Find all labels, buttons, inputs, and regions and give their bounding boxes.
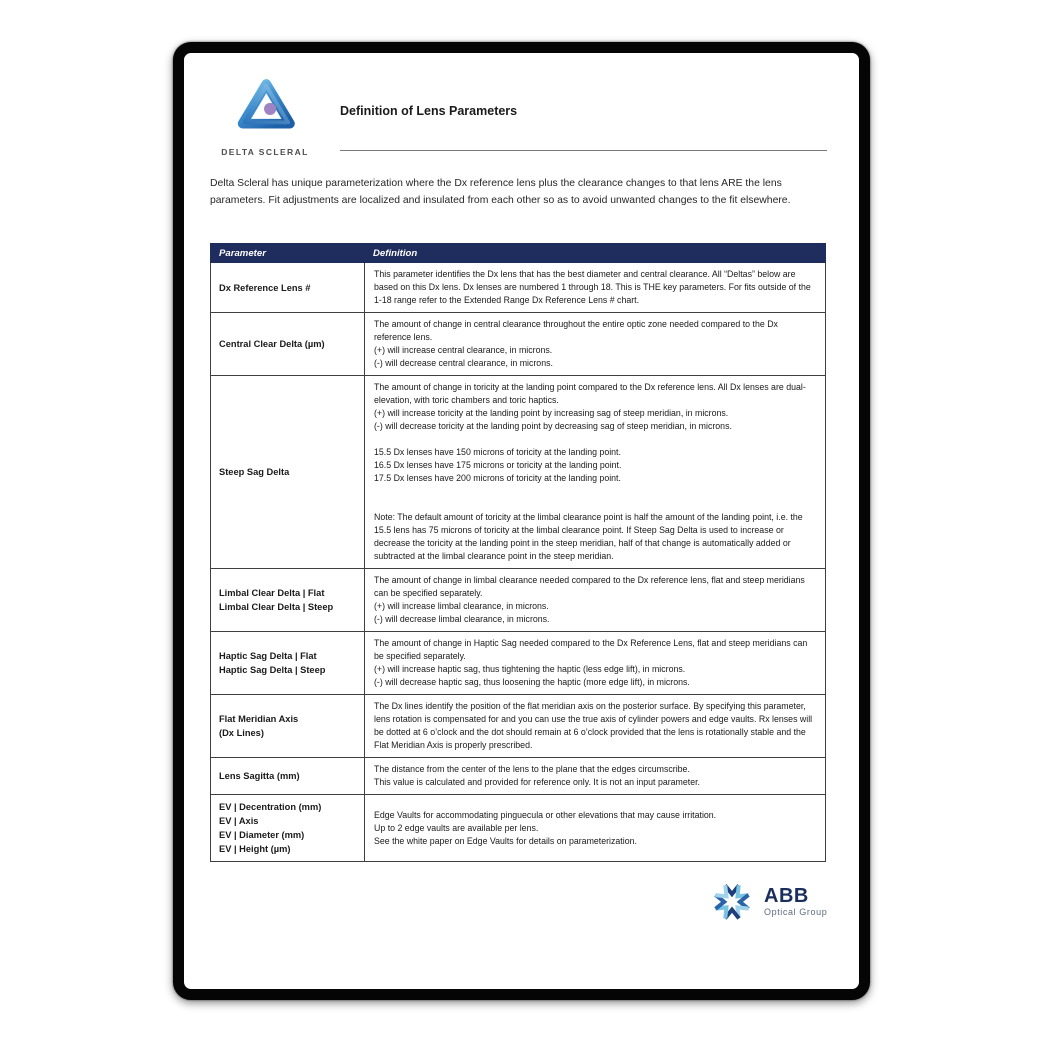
abb-subtitle: Optical Group [764,906,828,917]
definition-spacer [374,498,815,511]
definition-line: The distance from the center of the lens to the plane that the edges circumscribe. [374,764,690,774]
table-row [211,569,826,632]
definition-line: (+) will increase central clearance, in microns. [374,345,553,355]
parameter-cell [211,695,365,758]
delta-scleral-logo [212,75,318,157]
abb-wordmark: ABB [764,884,809,907]
definition-line: 17.5 Dx lenses have 200 microns of toricity at the landing point. [374,473,621,483]
definition-line: Up to 2 edge vaults are available per lens. [374,822,539,833]
definition-line: 15.5 Dx lenses have 150 microns of toricity at the landing point. [374,447,621,457]
title-divider [340,150,827,151]
definition-line: (-) will decrease toricity at the landing point by decreasing sag of steep meridian, in microns. [374,421,732,431]
parameters-table [210,243,826,862]
definition-spacer [374,485,815,498]
definition-line: (+) will increase toricity at the landing point by increasing sag of steep meridian, in microns. [374,408,729,418]
parameter-line: Central Clear Delta (µm) [219,339,325,349]
document-page [173,42,870,1000]
table-row [211,263,826,313]
parameter-line: EV | Decentration (mm) [219,802,322,812]
parameter-cell [211,569,365,632]
delta-scleral-triangle-icon [232,75,298,139]
definition-line: This value is calculated and provided for reference only. It is not an input parameter. [374,777,700,787]
definition-cell [365,569,826,632]
table-row [211,695,826,758]
definition-line: (+) will increase haptic sag, thus tightening the haptic (less edge lift), in microns. [374,664,686,674]
definition-line: This parameter identifies the Dx lens that has the best diameter and central clearance. All “Deltas” below are based on this Dx lens. Dx lenses are numbered 1 through 18. This is THE key parameters. For fits outside of the 1-18 range refer to the Extended Range Dx Reference Lens # chart. [374,269,811,305]
parameter-line: Steep Sag Delta [219,467,290,477]
definition-cell [365,632,826,695]
definition-cell [365,695,826,758]
parameter-line: Limbal Clear Delta | Steep [219,602,334,612]
table-header-row [211,244,826,263]
definition-line: The amount of change in central clearance throughout the entire optic zone needed compared to the Dx reference lens. [374,319,778,342]
definition-line: The amount of change in limbal clearance needed compared to the Dx reference lens, flat and steep meridians can be specified separately. [374,575,805,598]
abb-optical-group-logo [706,873,827,929]
table-row [211,795,826,862]
abb-starburst-icon [706,873,758,929]
parameter-line: EV | Axis [219,816,259,826]
table-row [211,758,826,795]
parameter-line: Lens Sagitta (mm) [219,771,300,781]
parameter-cell [211,795,365,862]
table-row [211,376,826,569]
definition-line: The amount of change in Haptic Sag needed compared to the Dx Reference Lens, flat and steep meridians can be specified separately. [374,638,808,661]
definition-spacer [374,433,815,446]
definition-line: The amount of change in toricity at the landing point compared to the Dx reference lens. All Dx lenses are dual-elevation, with toric chambers and toric haptics. [374,382,806,405]
definition-line: See the white paper on Edge Vaults for details on parameterization. [374,835,637,846]
definition-cell [365,758,826,795]
parameter-line: Flat Meridian Axis [219,714,299,724]
definition-line: 16.5 Dx lenses have 175 microns or toricity at the landing point. [374,460,622,470]
definition-cell [365,376,826,569]
column-header-parameter: Parameter [211,244,365,263]
parameter-cell [211,758,365,795]
parameter-line: Haptic Sag Delta | Steep [219,665,326,675]
definition-cell [365,313,826,376]
table-row [211,632,826,695]
parameter-line: Dx Reference Lens # [219,282,311,293]
parameter-line: EV | Height (µm) [219,844,291,854]
definition-line: Edge Vaults for accommodating pinguecula or other elevations that may cause irritation. [374,809,717,820]
column-header-definition: Definition [365,244,826,263]
intro-paragraph: Delta Scleral has unique parameterization where the Dx reference lens plus the clearance changes to that lens ARE the lens parameters. Fit adjustments are localized and insulated from each other so as to avoid unwanted changes to the fit elsewhere. [210,178,791,206]
definition-line: (-) will decrease limbal clearance, in microns. [374,614,550,624]
table-body [211,263,826,862]
parameter-cell [211,632,365,695]
definition-cell [365,795,826,862]
parameter-line: Limbal Clear Delta | Flat [219,588,325,598]
parameter-line: (Dx Lines) [219,728,264,738]
parameter-line: EV | Diameter (mm) [219,830,305,840]
definition-cell [365,263,826,313]
page-title: Definition of Lens Parameters [340,104,518,118]
table-row [211,313,826,376]
parameter-cell [211,263,365,313]
definition-line: Note: The default amount of toricity at the limbal clearance point is half the amount of the landing point, i.e. the 15.5 lens has 75 microns of toricity at the limbal clearance point. If Steep Sag Delta is used to increase or decrease the toricity at the landing point in the steep meridian, half of that change is automatically added or subtracted at the limbal clearance point in the steep meridian. [374,512,803,561]
definition-line: (-) will decrease haptic sag, thus loosening the haptic (more edge lift), in microns. [374,677,690,687]
parameter-line: Haptic Sag Delta | Flat [219,651,317,661]
definition-line: (+) will increase limbal clearance, in microns. [374,601,549,611]
delta-scleral-wordmark: DELTA SCLERAL [221,147,309,157]
definition-line: The Dx lines identify the position of the flat meridian axis on the posterior surface. By specifying this parameter, lens rotation is compensated for and you can use the true axis of cylinder powers and edge vaults. Rx lenses will be dotted at 6 o’clock and the dot should remain at 6 o’clock provided that the lens is rotationally stable and the Flat Meridian Axis is properly prescribed. [374,701,813,750]
definition-line: (-) will decrease central clearance, in microns. [374,358,553,368]
parameter-cell [211,313,365,376]
parameter-cell [211,376,365,569]
